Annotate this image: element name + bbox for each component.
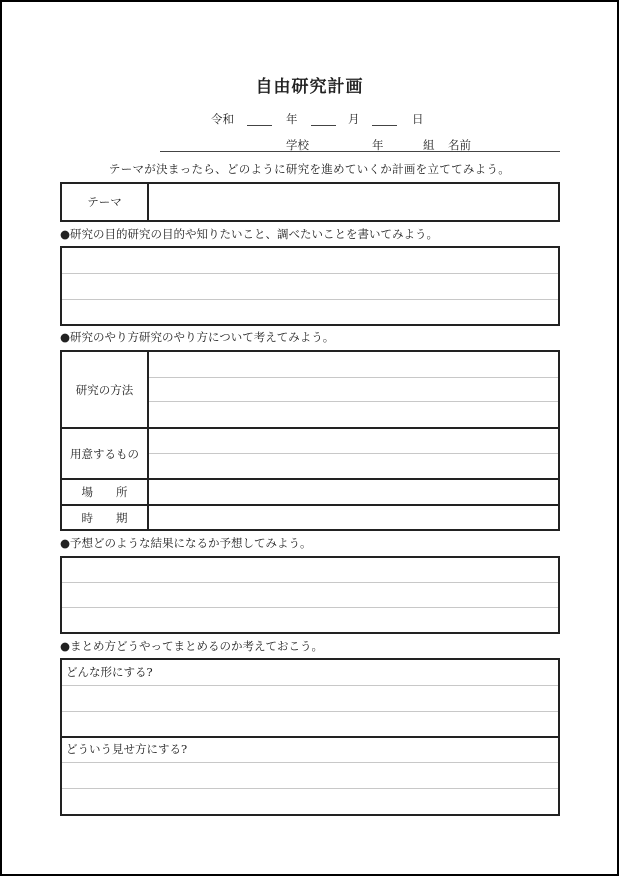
period-input[interactable]	[149, 506, 558, 529]
place-input[interactable]	[149, 480, 558, 504]
month-label: 月	[348, 112, 360, 126]
era-label: 令和	[211, 112, 234, 126]
day-blank[interactable]	[372, 125, 397, 126]
year-label: 年	[286, 112, 298, 126]
method-label: 研究の方法	[75, 383, 134, 397]
period-label: 時 期	[81, 510, 128, 525]
materials-input[interactable]	[149, 429, 558, 478]
summary-box	[60, 658, 560, 816]
prediction-line	[62, 582, 558, 583]
prediction-line	[62, 607, 558, 608]
school-label: 学校	[286, 138, 309, 152]
class-label: 組	[423, 138, 435, 152]
summary-divider	[62, 736, 558, 738]
section-method: ●研究のやり方研究のやり方について考えてみよう。	[60, 330, 335, 344]
grade-label: 年	[372, 138, 384, 152]
intro-text: テーマが決まったら、どのように研究を進めていくか計画を立ててみよう。	[108, 162, 511, 176]
name-label: 名前	[448, 138, 471, 152]
theme-box	[60, 182, 560, 222]
method-input[interactable]	[149, 352, 558, 427]
place-label: 場 所	[81, 485, 128, 499]
section-purpose: ●研究の目的研究の目的や知りたいこと、調べたいことを書いてみよう。	[60, 227, 439, 241]
section-prediction: ●予想どのような結果になるか予想してみよう。	[60, 536, 312, 550]
summary-form-question: どんな形にする?	[66, 665, 153, 679]
prediction-box[interactable]	[60, 556, 560, 634]
theme-label: テーマ	[87, 195, 122, 209]
school-underline[interactable]	[160, 151, 560, 152]
summary-presentation-input[interactable]	[62, 758, 558, 814]
summary-presentation-question: どういう見せ方にする?	[66, 742, 188, 756]
materials-label: 用意するもの	[70, 447, 139, 461]
year-blank[interactable]	[247, 125, 272, 126]
method-box	[60, 350, 560, 531]
purpose-line	[62, 273, 558, 274]
section-summary: ●まとめ方どうやってまとめるのか考えておこう。	[60, 639, 324, 653]
day-label: 日	[412, 112, 424, 126]
purpose-line	[62, 299, 558, 300]
purpose-box[interactable]	[60, 246, 560, 326]
page-title: 自由研究計画	[255, 77, 364, 97]
month-blank[interactable]	[311, 125, 336, 126]
summary-form-input[interactable]	[62, 680, 558, 735]
theme-input[interactable]	[149, 184, 558, 220]
